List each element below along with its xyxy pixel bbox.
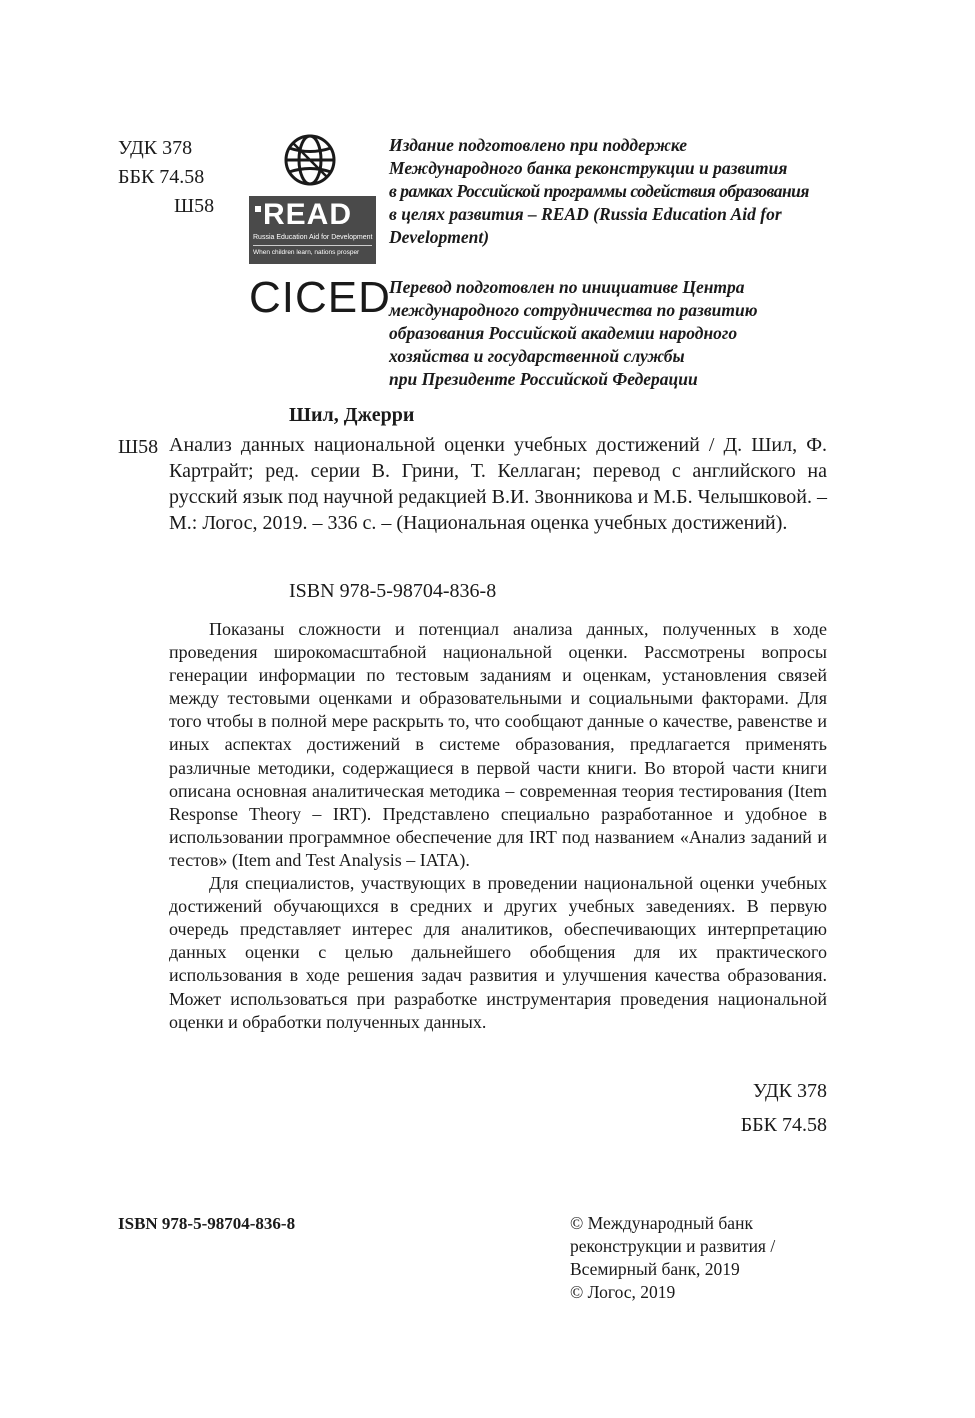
copyright-line: реконструкции и развития / — [570, 1236, 776, 1256]
support-note-line: Издание подготовлено при поддержке — [389, 135, 687, 155]
translation-note — [389, 276, 831, 391]
world-bank-globe-icon — [283, 133, 337, 187]
translation-note-line: Перевод подготовлен по инициативе Центра — [389, 277, 745, 297]
copyright-line: © Логос, 2019 — [570, 1282, 676, 1302]
bbk-code-right: ББК 74.58 — [740, 1114, 827, 1136]
udk-code: УДК 378 — [118, 137, 193, 159]
copyright-line: Всемирный банк, 2019 — [570, 1259, 740, 1279]
abstract-paragraph: Показаны сложности и потенциал анализа данных, полученных в ходе проведения широкомасштабной национальной оценки. Рассмотрены вопросы генерации информации по тестовым заданиям и оценкам, установления связей между тестовыми оценками и образовательными и социальными факторами. Для того чтобы в полной мере раскрыть то, что сообщают данные о качестве, равенстве и иных аспектах достижений в системе образования, предлагается применять различные методики, содержащиеся в первой части книги. Во второй части книги описана основная аналитическая методика – современная теория тестирования (Item Response Theory – IRT). Представлено специально разработанное и удобное в использовании программное обеспечение для IRT под названием «Анализ заданий и тестов» (Item and Test Analysis – IATA). — [169, 619, 827, 870]
footer-isbn: ISBN 978-5-98704-836-8 — [118, 1214, 296, 1233]
bibliography-description: Анализ данных национальной оценки учебных достижений / Д. Шил, Ф. Картрайт; ред. серии В. Грини, Т. Келлаган; перевод с английского на русский язык под научной редакцией В.И. Звонникова и М.Б. Челышковой. – М.: Логос, 2019. – 336 с. – (Национальная оценка учебных достижений). — [169, 434, 827, 534]
read-logo-name: READ — [263, 198, 353, 231]
isbn: ISBN 978-5-98704-836-8 — [289, 580, 497, 602]
bbk-code: ББК 74.58 — [118, 166, 205, 188]
author-heading: Шил, Джерри — [289, 404, 415, 426]
support-note-line: Development) — [389, 227, 490, 247]
translation-note-line: при Президенте Российской Федерации — [389, 369, 698, 389]
author-mark: Ш58 — [174, 195, 215, 217]
support-note-line: Международного банка реконструкции и развития — [389, 158, 788, 178]
translation-note-line: образования Российской академии народного — [389, 323, 738, 343]
translation-note-line: международного сотрудничества по развитию — [389, 300, 758, 320]
classification-codes — [118, 134, 214, 221]
copyright-line: © Международный банк — [570, 1213, 753, 1233]
bibliography-code: Ш58 — [118, 436, 159, 458]
read-logo-divider — [253, 245, 372, 246]
abstract-paragraph: Для специалистов, участвующих в проведении национальной оценки учебных достижений обучающихся в средних и других учебных заведениях. В первую очередь представляет интерес для аналитиков, обеспечивающих интерпретацию данных оценки с целью дальнейшего обобщения для их практического использования в ходе решения задач развития и улучшения качества образования. Может использоваться при разработке инструментария проведения национальной оценки и обработки полученных данных. — [169, 873, 827, 1032]
support-note-line: в рамках Российской программы содействия образования — [389, 181, 809, 201]
classification-right — [700, 1074, 827, 1142]
copyright-block — [570, 1212, 775, 1304]
abstract — [169, 618, 827, 1034]
udk-code-right: УДК 378 — [752, 1080, 827, 1102]
ciced-logo: CICED — [249, 273, 391, 322]
read-logo-subtitle: Russia Education Aid for Development — [253, 234, 373, 241]
read-logo — [249, 196, 376, 264]
read-logo-tagline: When children learn, nations prosper — [253, 249, 360, 256]
support-note — [389, 134, 831, 249]
support-note-line: в целях развития – READ (Russia Education Aid for — [389, 204, 782, 224]
translation-note-line: хозяйства и государственной службы — [389, 346, 685, 366]
